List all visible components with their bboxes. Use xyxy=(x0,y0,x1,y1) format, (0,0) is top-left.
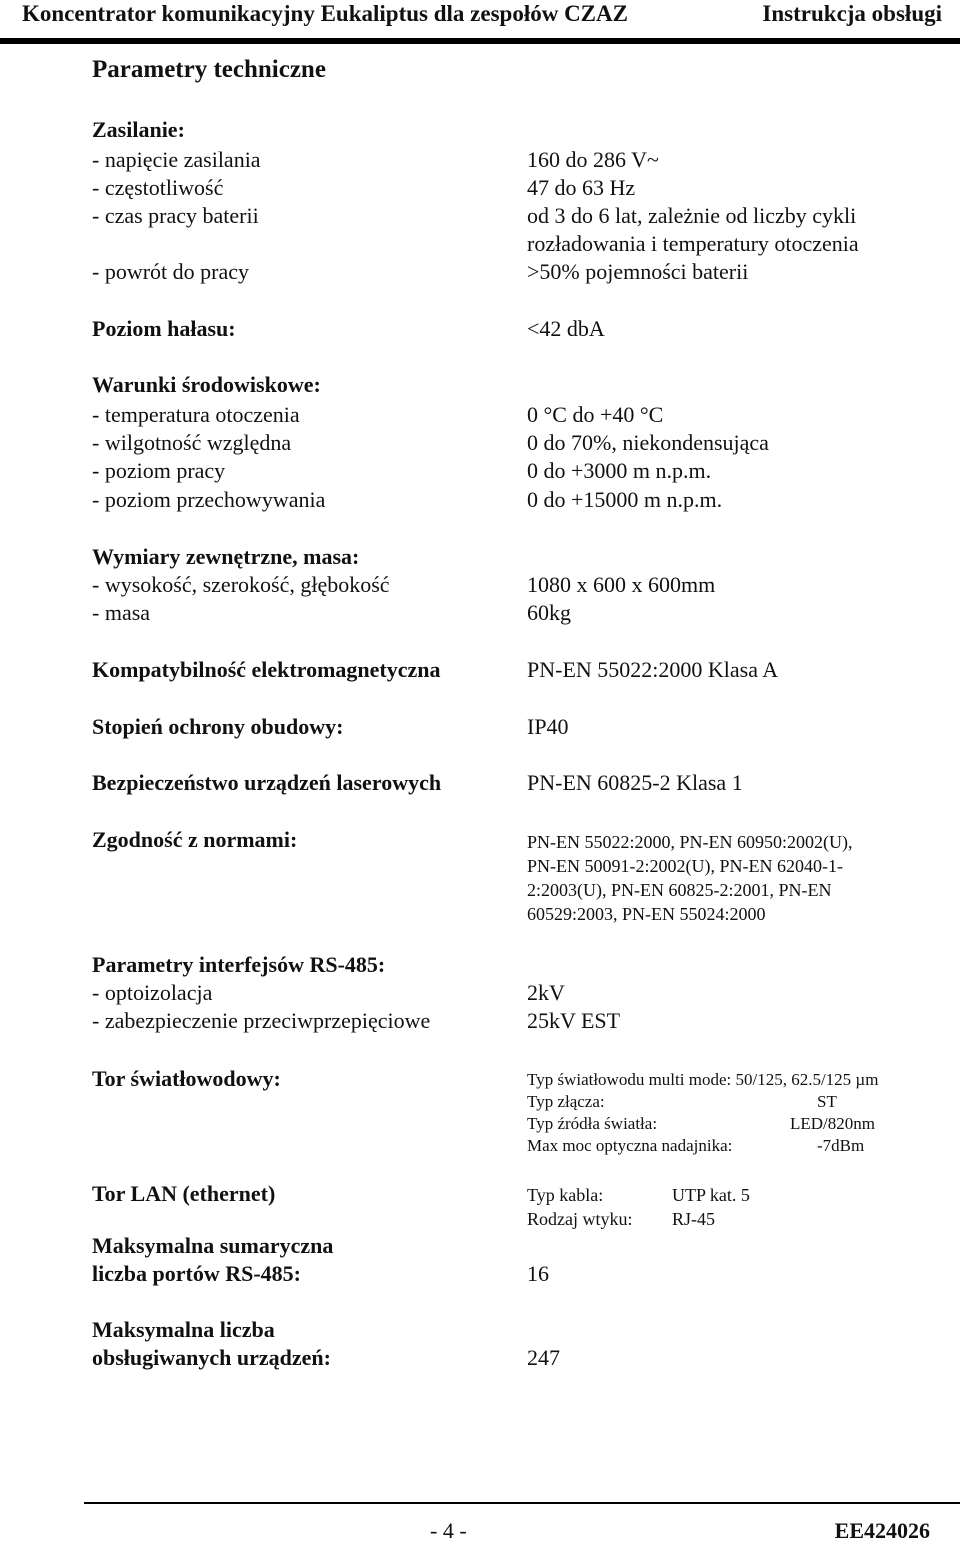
source-value: LED/820nm xyxy=(790,1114,875,1133)
battery-label: - czas pracy baterii xyxy=(92,203,259,228)
noise-value: <42 dbA xyxy=(527,316,605,341)
ports-value: 16 xyxy=(527,1261,549,1286)
ports-heading-line1: Maksymalna sumaryczna xyxy=(92,1233,334,1258)
laser-value: PN-EN 60825-2 Klasa 1 xyxy=(527,770,743,795)
battery-value-line1: od 3 do 6 lat, zależnie od liczby cykli xyxy=(527,203,857,228)
surge-label: - zabezpieczenie przeciwprzepięciowe xyxy=(92,1008,431,1033)
tx-power-value: -7dBm xyxy=(817,1136,865,1155)
connector-value: ST xyxy=(817,1092,837,1111)
mass-label: - masa xyxy=(92,600,151,625)
devices-heading-line2: obsługiwanych urządzeń: xyxy=(92,1345,331,1370)
humidity-label: - wilgotność względna xyxy=(92,430,292,455)
fiber-heading: Tor światłowodowy: xyxy=(92,1066,281,1091)
humidity-value: 0 do 70%, niekondensująca xyxy=(527,430,769,455)
rs485-heading: Parametry interfejsów RS-485: xyxy=(92,952,386,977)
tx-power-label: Max moc optyczna nadajnika: xyxy=(527,1136,733,1155)
work-level-label: - poziom pracy xyxy=(92,458,226,483)
battery-value-line2: rozładowania i temperatury otoczenia xyxy=(527,231,859,256)
env-heading: Warunki środowiskowe: xyxy=(92,372,321,397)
temp-value: 0 °C do +40 °C xyxy=(527,402,664,427)
connector-label: Typ złącza: xyxy=(527,1092,605,1111)
frequency-label: - częstotliwość xyxy=(92,175,224,200)
temp-label: - temperatura otoczenia xyxy=(92,402,300,427)
return-value: >50% pojemności baterii xyxy=(527,259,749,284)
footer-rule xyxy=(84,1502,960,1504)
document-code: EE424026 xyxy=(834,1518,930,1543)
emc-value: PN-EN 55022:2000 Klasa A xyxy=(527,657,779,682)
page-header xyxy=(0,0,960,46)
section-title: Parametry techniczne xyxy=(92,56,326,83)
noise-heading: Poziom hałasu: xyxy=(92,316,236,341)
size-label: - wysokość, szerokość, głębokość xyxy=(92,572,390,597)
voltage-label: - napięcie zasilania xyxy=(92,147,261,172)
ip-value: IP40 xyxy=(527,714,569,739)
devices-value: 247 xyxy=(527,1345,560,1370)
norms-line1: PN-EN 55022:2000, PN-EN 60950:2002(U), xyxy=(527,832,853,852)
devices-heading-line1: Maksymalna liczba xyxy=(92,1317,275,1342)
dims-heading: Wymiary zewnętrzne, masa: xyxy=(92,544,360,569)
ip-heading: Stopień ochrony obudowy: xyxy=(92,714,344,739)
laser-heading: Bezpieczeństwo urządzeń laserowych xyxy=(92,770,442,795)
norms-line2: PN-EN 50091-2:2002(U), PN-EN 62040-1- xyxy=(527,856,843,876)
header-rule xyxy=(0,38,960,44)
ports-heading-line2: liczba portów RS-485: xyxy=(92,1261,301,1286)
work-level-value: 0 do +3000 m n.p.m. xyxy=(527,458,712,483)
cable-label: Typ kabla: xyxy=(527,1185,604,1205)
norms-line3: 2:2003(U), PN-EN 60825-2:2001, PN-EN xyxy=(527,880,832,900)
norms-heading: Zgodność z normami: xyxy=(92,827,298,852)
lan-heading: Tor LAN (ethernet) xyxy=(92,1181,276,1206)
surge-value: 25kV EST xyxy=(527,1008,621,1033)
return-label: - powrót do pracy xyxy=(92,259,250,284)
header-title: Koncentrator komunikacyjny Eukaliptus dla zespołów CZAZ xyxy=(22,1,628,26)
plug-label: Rodzaj wtyku: xyxy=(527,1209,633,1229)
frequency-value: 47 do 63 Hz xyxy=(527,175,636,200)
voltage-value: 160 do 286 V~ xyxy=(527,147,659,172)
size-value: 1080 x 600 x 600mm xyxy=(527,572,716,597)
storage-level-label: - poziom przechowywania xyxy=(92,487,326,512)
norms-line4: 60529:2003, PN-EN 55024:2000 xyxy=(527,904,766,924)
emc-heading: Kompatybilność elektromagnetyczna xyxy=(92,657,441,682)
storage-level-value: 0 do +15000 m n.p.m. xyxy=(527,487,723,512)
page-number: - 4 - xyxy=(430,1518,467,1543)
opto-value: 2kV xyxy=(527,980,565,1005)
source-label: Typ źródła światła: xyxy=(527,1114,658,1133)
fiber-type: Typ światłowodu multi mode: 50/125, 62.5/125 µm xyxy=(527,1070,879,1089)
mass-value: 60kg xyxy=(527,600,571,625)
header-doc-type: Instrukcja obsługi xyxy=(762,1,942,26)
power-heading: Zasilanie: xyxy=(92,117,185,142)
cable-value: UTP kat. 5 xyxy=(672,1185,750,1205)
opto-label: - optoizolacja xyxy=(92,980,213,1005)
plug-value: RJ-45 xyxy=(672,1209,716,1229)
